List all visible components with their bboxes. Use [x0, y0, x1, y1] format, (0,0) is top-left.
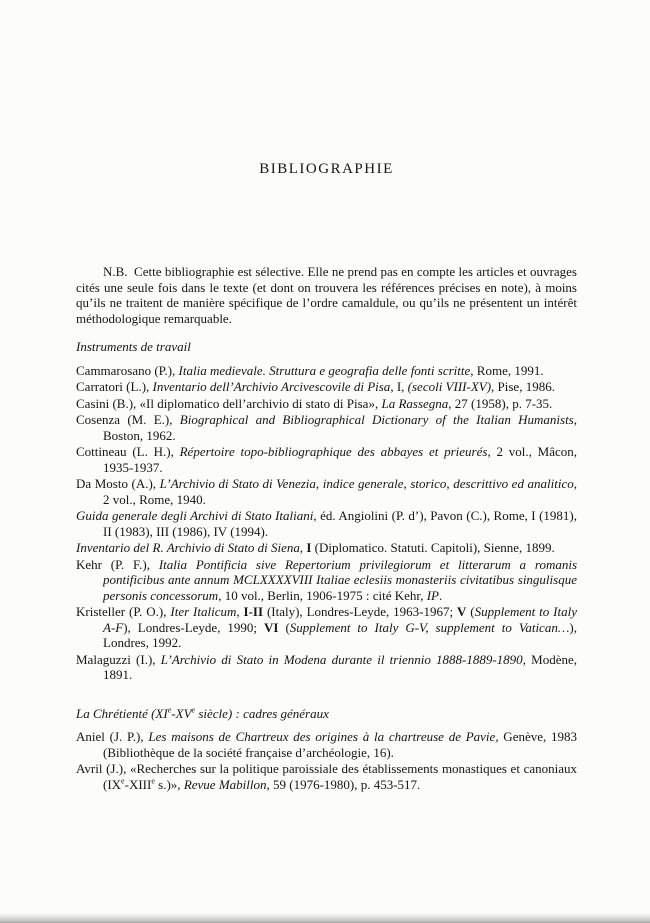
text-italic: Supplement to Italy G-V, supplement to Vatican… [289, 619, 570, 635]
text: ( [278, 619, 290, 635]
text: e [121, 776, 125, 786]
text: , Rome, 1991. [470, 362, 544, 378]
text-italic: L’Archivio di Stato di Venezia, indice generale, storico, descrittivo ed analitico [159, 476, 574, 491]
text-italic: Biographical and Bibliographical Dictionary of the Italian Humanists [179, 412, 574, 427]
bibliography-entry [76, 396, 577, 412]
bibliography-entry [76, 363, 577, 379]
section-heading [76, 339, 577, 355]
text: Carratori (L.), [76, 379, 153, 394]
text: , Genève, 1983 (Bibliothèque de la société française d’archéologie, 16). [103, 729, 578, 760]
text-italic: Répertoire topo-bibliographique des abbayes et prieurés [179, 444, 488, 459]
text-italic: Les maisons de Chartreux des origines à la chartreuse de Pavie [148, 729, 496, 744]
text: Kehr (P. F.), [76, 556, 159, 572]
text: , [236, 604, 244, 619]
text-italic: siècle) : cadres généraux [195, 705, 329, 721]
text: Cosenza (M. E.), [76, 412, 180, 427]
bibliography-entry [76, 761, 577, 792]
text-bold: V [456, 604, 467, 619]
text: Cottineau (L. H.), [76, 444, 180, 459]
text: ), Londres, 1992. [103, 619, 577, 650]
text: ), Londres-Leyde, 1990; [123, 619, 265, 635]
text: Malaguzzi (I.), [76, 651, 161, 667]
text-italic: L’Archivio di Stato in Modena durante il triennio 1888-1889-1890 [160, 651, 523, 667]
text: Aniel (J. P.), [76, 729, 149, 744]
bibliography-section [76, 339, 577, 683]
text-italic: (secoli VIII-XV) [407, 379, 492, 394]
text: -XIII [124, 776, 152, 792]
text-italic: Italia Pontificia sive Repertorium privilegiorum et litterarum a romanis pontificibus ante annum MCLXXXXVIII Italiae eclesiis monasteriis civitatibus singulisque personis concessorum [103, 556, 578, 603]
text-italic: e [191, 705, 196, 715]
text: Kristeller (P. O.), [76, 604, 171, 619]
text: , [299, 540, 307, 555]
text: (Italy), Londres-Leyde, 1963-1967; [263, 604, 457, 619]
text-italic: Iter Italicum [170, 604, 237, 619]
bibliography-entry [76, 652, 577, 683]
scan-edge-shadow [0, 913, 650, 923]
text: , 2 vol., Rome, 1940. [103, 476, 577, 507]
text-bold: I-II [243, 604, 264, 619]
text: , Pise, 1986. [491, 379, 555, 394]
text-italic: La Chrétienté (XI [76, 705, 168, 721]
text: ( [466, 604, 475, 619]
bibliography-entry [76, 379, 577, 395]
bibliography-entry [76, 476, 577, 507]
text: s.)», [154, 776, 184, 792]
text-italic: Inventario del R. Archivio di Stato di Siena [76, 540, 300, 555]
bibliography-section [76, 706, 577, 793]
text-italic: Supplement to Italy A-F [103, 604, 577, 635]
page-content [76, 0, 577, 793]
text-italic: Revue Mabillon [183, 776, 267, 792]
text: , 27 (1958), p. 7-35. [448, 395, 553, 411]
text: , 10 vol., Berlin, 1906-1975 : cité Kehr, [218, 587, 427, 603]
text-italic: -XV [171, 705, 192, 721]
nb-paragraph: N.B. Cette bibliographie est sélective. Elle ne prend pas en compte les articles et ouvrages cités une seule fois dans le texte (et dont on trouvera les références précises en note), à moins qu’ils ne traitent de manière spécifique de l’ordre camaldule, ou qu’ils ne présentent un intérêt méthodologique remarquable. [76, 264, 577, 326]
text: Casini (B.), «Il diplomatico dell’archivio di stato di Pisa», [76, 395, 382, 411]
text: , 59 (1976-1980), p. 453-517. [266, 776, 421, 792]
text-italic: Instruments de travail [76, 339, 191, 354]
text: Da Mosto (A.), [76, 476, 160, 491]
text: , Boston, 1962. [103, 412, 577, 443]
text: Cammarosano (P.), [76, 362, 179, 378]
bibliography-entry [76, 444, 577, 475]
text-bold: I [306, 540, 312, 555]
text: , Modène, 1891. [103, 651, 577, 682]
text: . [439, 587, 443, 603]
bibliography-entry [76, 508, 577, 539]
text: e [151, 776, 155, 786]
text: (Diplomatico. Statuti. Capitoli), Sienne, 1899. [311, 540, 555, 555]
text: , 2 vol., Mâcon, 1935-1937. [103, 444, 577, 475]
bibliography-entry [76, 557, 577, 604]
section-heading [76, 706, 577, 722]
bibliography-entry [76, 412, 577, 443]
bibliography-entry [76, 729, 577, 760]
bibliography-entry [76, 540, 577, 556]
page-title: BIBLIOGRAPHIE [259, 161, 394, 177]
text-italic: Inventario dell’Archivio Arcivescovile di Pisa [152, 379, 391, 394]
text-italic: IP [426, 587, 439, 603]
bibliography-entry [76, 604, 577, 651]
text: Avril (J.), «Recherches sur la politique paroissiale des établissements monastiques et canoniaux (IX [76, 761, 577, 792]
text: , I, [390, 379, 408, 394]
text-bold: VI [264, 619, 279, 635]
text-italic: e [167, 705, 172, 715]
text: , éd. Angiolini (P. d’), Pavon (C.), Rome, I (1981), II (1983), III (1986), IV (1994). [103, 508, 577, 539]
text-italic: La Rassegna [381, 395, 449, 411]
text-italic: Guida generale degli Archivi di Stato Italiani [76, 508, 314, 523]
text-italic: Italia medievale. Struttura e geografia delle fonti scritte [178, 362, 471, 378]
bibliography-sections [76, 339, 577, 792]
